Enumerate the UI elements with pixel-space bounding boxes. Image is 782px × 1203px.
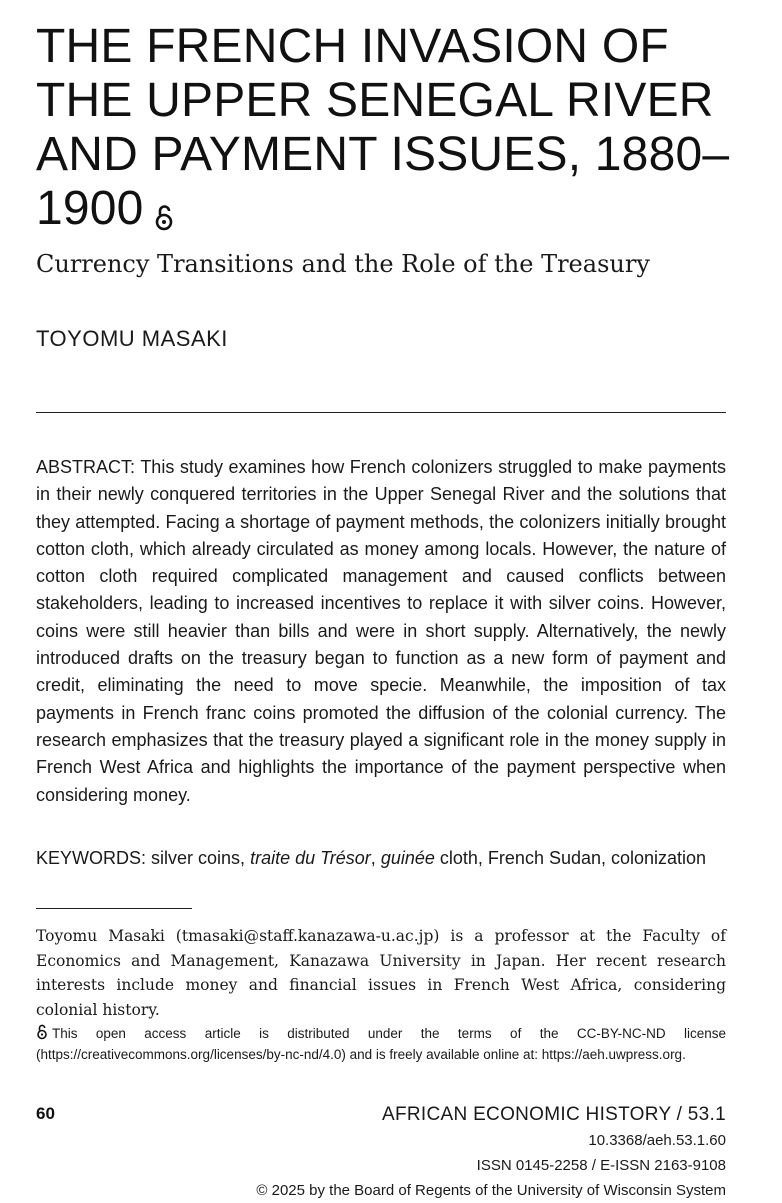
section-divider <box>36 412 726 413</box>
license-note <box>36 1024 726 1064</box>
abstract-label: ABSTRACT: <box>36 457 136 477</box>
doi[interactable]: 10.3368/aeh.53.1.60 <box>588 1132 726 1149</box>
open-access-small-icon <box>36 1024 48 1045</box>
abstract-text: This study examines how French colonizers struggled to make payments in their newly conquered territories in the Upper Senegal River and the solutions that they attempted. Facing a shortage of payment methods, the colonizers initially brought cotton cloth, which already circulated as money among locals. However, the nature of cotton cloth required complicated management and caused conflicts between stakeholders, leading to increased incentives to replace it with silver coins. However, coins were still heavier than bills and were in short supply. Alternatively, the newly introduced drafts on the treasury began to function as a new form of payment and credit, eliminating the need to move specie. Meanwhile, the imposition of tax payments in French franc coins promoted the diffusion of the colonial currency. The research emphasizes that the treasury played a significant role in the money supply in French West Africa and highlights the importance of the payment perspective when considering money. <box>36 457 726 805</box>
author-bio: Toyomu Masaki (tmasaki@staff.kanazawa-u.ac.jp) is a professor at the Faculty of Economics and Management, Kanazawa University in Japan. Her recent research interests include money and financial issues in French West Africa, considering colonial history. <box>36 927 726 1019</box>
license-text: This open access article is distributed under the terms of the CC-BY-NC-ND license (https://creativecommons.org/licenses/by-nc-nd/4.0) and is freely available online at: https://aeh.uwpress.org. <box>36 1026 726 1062</box>
issn: ISSN 0145-2258 / E-ISSN 2163-9108 <box>476 1157 726 1174</box>
page-number: 60 <box>36 1104 55 1123</box>
footnote-divider <box>36 908 192 909</box>
article-title-text: THE FRENCH INVASION OF THE UPPER SENEGAL RIVER AND PAYMENT ISSUES, 1880–1900 <box>36 20 730 235</box>
abstract <box>36 454 726 809</box>
journal-name: AFRICAN ECONOMIC HISTORY / 53.1 <box>382 1104 726 1125</box>
keywords <box>36 845 736 872</box>
keyword-rest: cloth, French Sudan, colonization <box>439 848 707 868</box>
keyword-3: guinée <box>380 848 435 868</box>
copyright: © 2025 by the Board of Regents of the University of Wisconsin System <box>256 1182 726 1199</box>
open-access-icon[interactable] <box>154 190 174 244</box>
journal-footer <box>256 1102 726 1203</box>
keyword-2: traite du Trésor <box>250 848 371 868</box>
article-title <box>36 20 736 244</box>
keywords-label: KEYWORDS: <box>36 848 147 868</box>
keyword-separator: , <box>370 848 376 868</box>
keyword-1: silver coins, <box>151 848 246 868</box>
article-subtitle: Currency Transitions and the Role of the Treasury <box>36 250 650 278</box>
author-name: TOYOMU MASAKI <box>36 326 228 351</box>
